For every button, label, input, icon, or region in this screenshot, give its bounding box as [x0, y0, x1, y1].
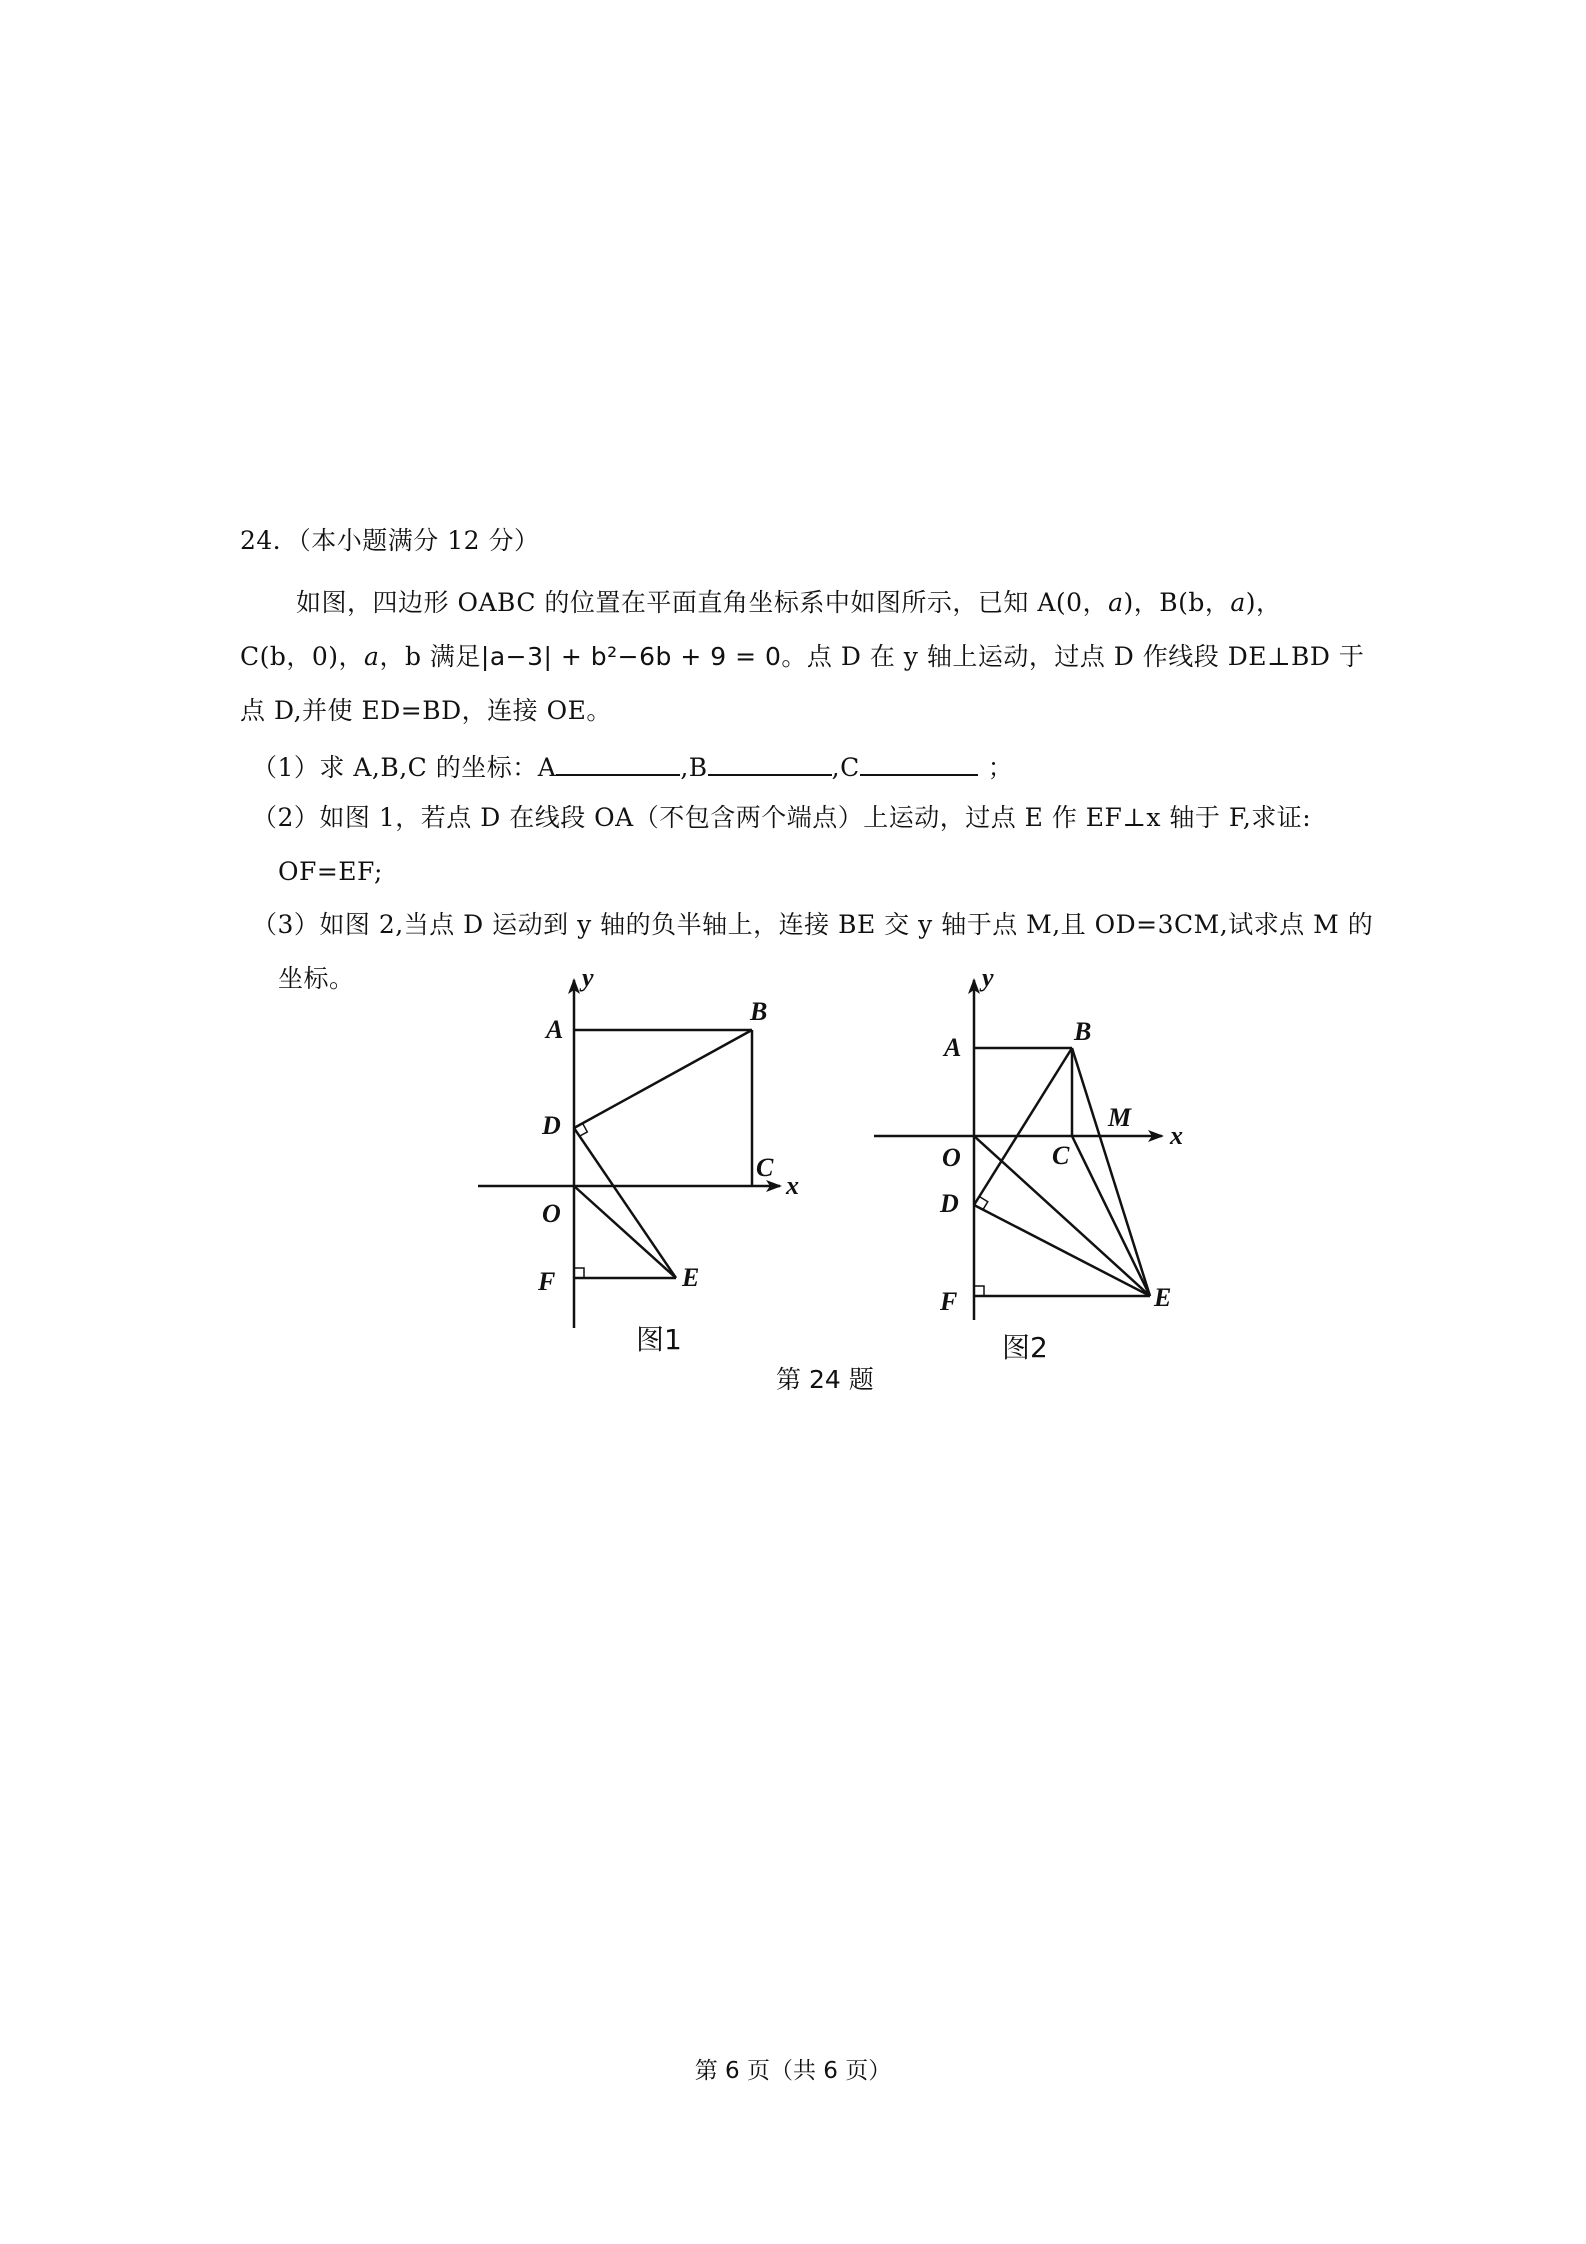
question-3-line-1: （3）如图 2,当点 D 运动到 y 轴的负半轴上，连接 BE 交 y 轴于点 M,且 OD=3CM,试求点 M 的	[252, 910, 1374, 939]
figure-caption: 第 24 题	[776, 1365, 874, 1394]
label-C: C	[756, 1153, 774, 1182]
label-O: O	[942, 1143, 961, 1172]
figure-2-caption: 图2	[1002, 1331, 1048, 1364]
var-a: a	[1108, 588, 1124, 617]
segment-OE	[574, 1186, 676, 1278]
label-D: D	[940, 1189, 959, 1218]
label-y: y	[982, 963, 994, 992]
label-F: F	[940, 1287, 958, 1316]
answer-blank-b[interactable]	[708, 748, 832, 776]
label-E: E	[1154, 1283, 1172, 1312]
intro-text: )，B(b，	[1123, 588, 1231, 617]
intro-text: )，	[1245, 588, 1282, 617]
segment-DE	[574, 1128, 676, 1278]
figure-2	[866, 960, 1206, 1360]
right-angle-mark-f	[574, 1268, 584, 1278]
label-D: D	[542, 1111, 561, 1140]
label-B: B	[1074, 1017, 1092, 1046]
condition-formula: |a−3| + b²−6b + 9 = 0	[480, 642, 782, 671]
question-2-line-2: OF=EF;	[278, 857, 383, 886]
right-angle-mark-f	[974, 1286, 984, 1296]
figure-1-caption: 图1	[636, 1323, 682, 1356]
answer-blank-a[interactable]	[556, 748, 680, 776]
answer-blank-c[interactable]	[860, 748, 978, 776]
question-2-line-1: （2）如图 1，若点 D 在线段 OA（不包含两个端点）上运动，过点 E 作 EF⊥x 轴于 F,求证:	[252, 803, 1312, 832]
figure-1	[470, 960, 810, 1360]
label-E: E	[682, 1263, 700, 1292]
problem-intro-line-2	[240, 640, 1364, 674]
label-x: x	[1170, 1121, 1183, 1150]
q1-text: （1）求 A,B,C 的坐标：A	[252, 753, 557, 782]
label-F: F	[538, 1267, 556, 1296]
page-footer: 第 6 页（共 6 页）	[694, 2058, 892, 2084]
label-A: A	[546, 1015, 564, 1044]
var-a: a	[364, 642, 380, 671]
intro-text: C(b，0)，	[240, 642, 365, 671]
q1-text: ；	[987, 753, 1014, 782]
label-M: M	[1108, 1103, 1132, 1132]
label-y: y	[582, 963, 594, 992]
q1-text: ,B	[680, 753, 708, 782]
problem-intro-line-1	[296, 586, 1282, 620]
question-1	[252, 748, 1013, 785]
segment-BE	[1072, 1048, 1150, 1296]
figure-2-diagram	[866, 960, 1206, 1360]
segment-DB	[574, 1030, 752, 1128]
label-O: O	[542, 1199, 561, 1228]
segment-DE	[974, 1205, 1150, 1296]
intro-text: 如图，四边形 OABC 的位置在平面直角坐标系中如图所示，已知 A(0，	[296, 588, 1109, 617]
problem-header: 24．（本小题满分 12 分）	[240, 526, 540, 555]
label-x: x	[786, 1171, 799, 1200]
problem-intro-line-3: 点 D,并使 ED=BD，连接 OE。	[240, 696, 612, 725]
label-B: B	[750, 997, 768, 1026]
segment-CE	[1072, 1136, 1150, 1296]
question-3-line-2: 坐标。	[278, 964, 355, 993]
label-C: C	[1052, 1141, 1070, 1170]
label-A: A	[944, 1033, 962, 1062]
var-a: a	[1230, 588, 1246, 617]
q1-text: ,C	[831, 753, 860, 782]
figure-1-diagram	[470, 960, 810, 1360]
intro-text: 。点 D 在 y 轴上运动，过点 D 作线段 DE⊥BD 于	[781, 642, 1365, 671]
intro-text: ，b 满足	[379, 642, 481, 671]
